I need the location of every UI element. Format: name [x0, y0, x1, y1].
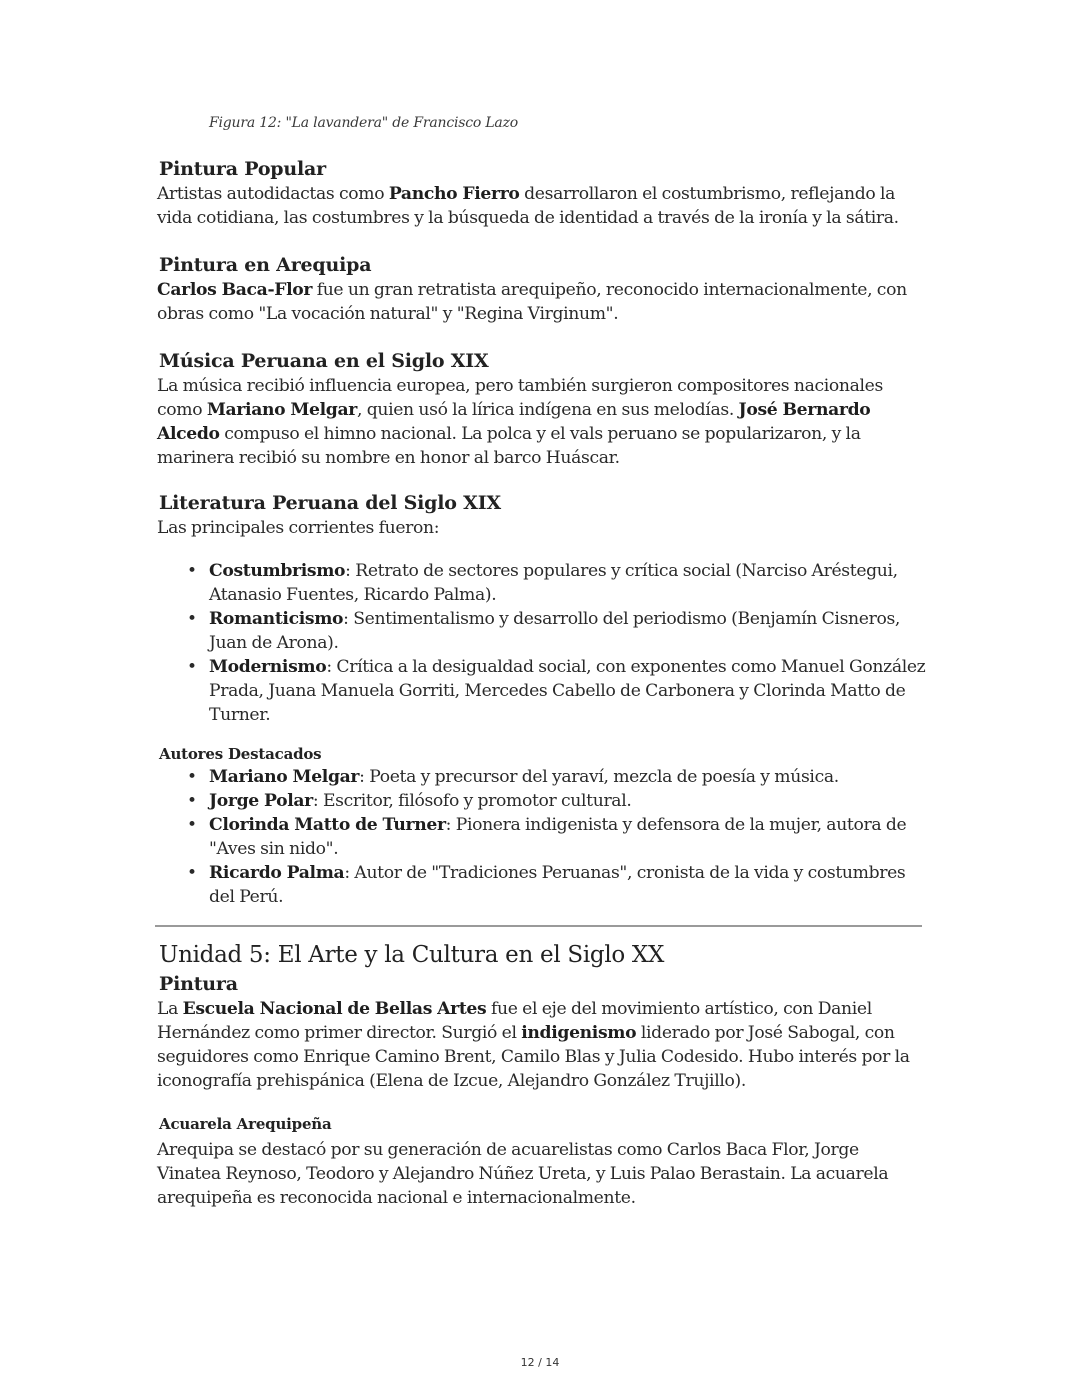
list-item: • Mariano Melgar: Poeta y precursor del yaraví, mezcla de poesía y música.: [187, 767, 839, 787]
heading-unidad-5: Unidad 5: El Arte y la Cultura en el Siglo XX: [159, 942, 665, 968]
paragraph-pintura-siglo-xx: La Escuela Nacional de Bellas Artes fue el eje del movimiento artístico, con Daniel Hernández como primer director. Surgió el indigenismo liderado por José Sabogal, con seguidores como Enrique Camino Brent, Camilo Blas y Julia Codesido. Hubo interés por la iconografía prehispánica (Elena de Izcue, Alejandro González Trujillo).: [157, 999, 910, 1091]
list-item: • Jorge Polar: Escritor, filósofo y promotor cultural.: [187, 791, 632, 811]
paragraph-pintura-popular: Artistas autodidactas como Pancho Fierro desarrollaron el costumbrismo, reflejando la vida cotidiana, las costumbres y la búsqueda de identidad a través de la ironía y la sátira.: [157, 184, 899, 228]
heading-pintura-siglo-xx: Pintura: [159, 973, 238, 995]
bullet-icon: •: [187, 767, 197, 787]
list-item: • Ricardo Palma: Autor de "Tradiciones Peruanas", cronista de la vida y costumbres del Perú.: [187, 863, 906, 907]
heading-autores-destacados: Autores Destacados: [159, 745, 322, 763]
bullet-icon: •: [187, 863, 197, 883]
page-content: [157, 113, 927, 1210]
heading-pintura-popular: Pintura Popular: [159, 158, 326, 180]
list-autores: [157, 765, 927, 909]
page-indicator: 12 / 14: [520, 1356, 560, 1369]
list-item: • Clorinda Matto de Turner: Pionera indigenista y defensora de la mujer, autora de "Aves sin nido".: [187, 815, 907, 859]
list-item: • Costumbrismo: Retrato de sectores populares y crítica social (Narciso Aréstegui, Atanasio Fuentes, Ricardo Palma).: [187, 561, 898, 605]
heading-musica-peruana: Música Peruana en el Siglo XIX: [159, 350, 489, 372]
bullet-icon: •: [187, 657, 197, 677]
paragraph-literatura-intro: Las principales corrientes fueron:: [157, 518, 440, 538]
figure-caption: Figura 12: "La lavandera" de Francisco Lazo: [209, 115, 518, 131]
bullet-icon: •: [187, 791, 197, 811]
list-item: • Romanticismo: Sentimentalismo y desarrollo del periodismo (Benjamín Cisneros, Juan de Arona).: [187, 609, 901, 653]
heading-literatura-peruana: Literatura Peruana del Siglo XIX: [159, 492, 501, 514]
paragraph-musica-peruana: La música recibió influencia europea, pero también surgieron compositores nacionales como Mariano Melgar, quien usó la lírica indígena en sus melodías. José Bernardo Alcedo compuso el himno nacional. La polca y el vals peruano se popularizaron, y la marinera recibió su nombre en honor al barco Huáscar.: [157, 376, 883, 468]
bullet-icon: •: [187, 815, 197, 835]
bullet-icon: •: [187, 561, 197, 581]
paragraph-pintura-arequipa: Carlos Baca-Flor fue un gran retratista arequipeño, reconocido internacionalmente, con obras como "La vocación natural" y "Regina Virginum".: [157, 280, 907, 324]
heading-pintura-arequipa: Pintura en Arequipa: [159, 254, 372, 276]
list-corrientes: [157, 559, 927, 727]
paragraph-acuarela-arequipena: Arequipa se destacó por su generación de acuarelistas como Carlos Baca Flor, Jorge Vinatea Reynoso, Teodoro y Alejandro Núñez Ureta, y Luis Palao Berastain. La acuarela arequipeña es reconocida nacional e internacionalmente.: [157, 1140, 889, 1208]
bullet-icon: •: [187, 609, 197, 629]
heading-acuarela-arequipena: Acuarela Arequipeña: [159, 1115, 332, 1133]
list-item: • Modernismo: Crítica a la desigualdad social, con exponentes como Manuel González Prada, Juana Manuela Gorriti, Mercedes Cabello de Carbonera y Clorinda Matto de Turner.: [187, 657, 926, 725]
